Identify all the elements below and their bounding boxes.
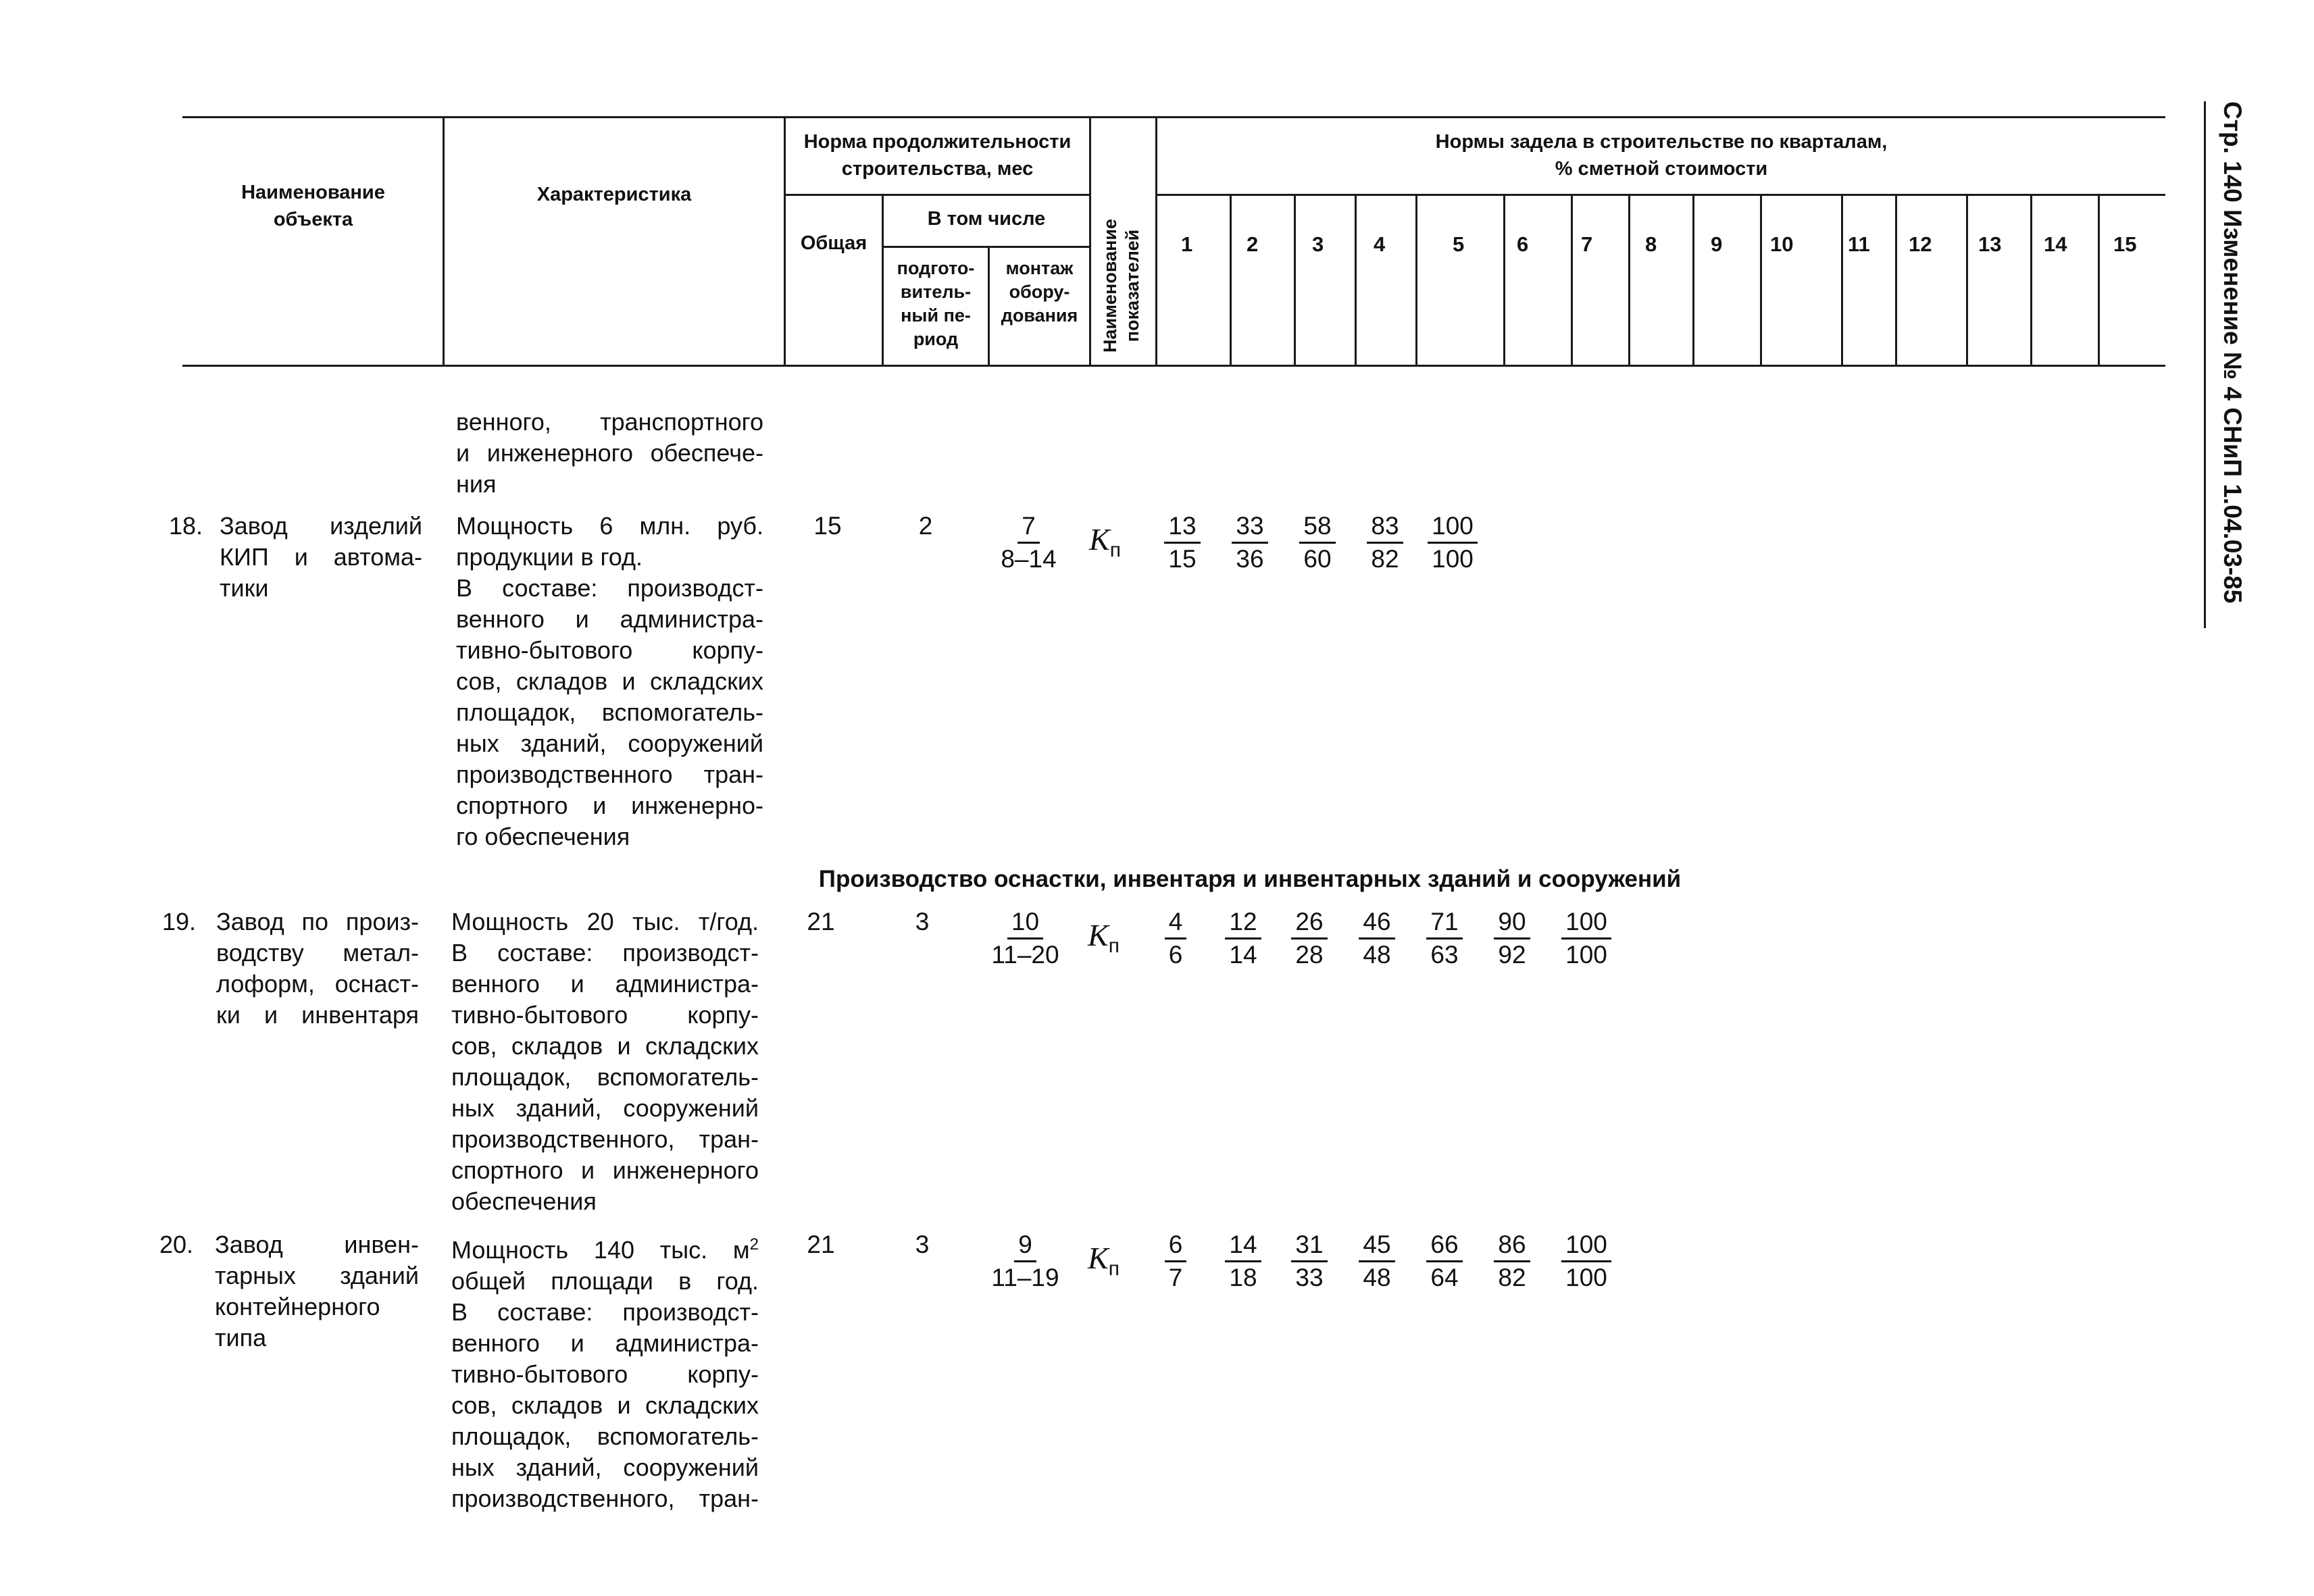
- quarter-2: 2: [1247, 232, 1259, 256]
- row-19-coefficient: $K_п$: [1088, 918, 1120, 958]
- quarter-8: 8: [1645, 232, 1657, 256]
- row-18-q5: $\frac{100}{100}$: [1415, 511, 1490, 575]
- quarter-7: 7: [1581, 232, 1593, 256]
- row-19-montage: $\frac{10}{11-20}$: [991, 908, 1059, 969]
- q-rule-13: [1966, 194, 1968, 365]
- row-19-characteristic: Мощность 20 тыс. т/год. В составе: производст- венного и администра- тивно-бытового корпу- сов, складов и складских площадок, вспомогатель- ных зданий, сооружений производственного, тран- спортного и инженерного обеспечения: [451, 908, 759, 1215]
- row-18-name: Завод изделий КИП и автома- тики: [220, 512, 422, 602]
- q-rule-3: [1294, 194, 1296, 365]
- quarter-1: 1: [1181, 232, 1193, 256]
- header-equipment-montage: монтаж обору- дования: [1001, 258, 1078, 326]
- row-19-number: 19.: [162, 908, 197, 935]
- row-20-q7: $\frac{100}{100}$: [1549, 1229, 1624, 1293]
- row-18-q1: $\frac{13}{15}$: [1152, 511, 1213, 575]
- header-total: Общая: [800, 232, 867, 254]
- quarter-12: 12: [1909, 232, 1932, 256]
- quarter-4: 4: [1374, 232, 1386, 256]
- row-18-prep: 2: [918, 512, 933, 540]
- row-20-name: Завод инвен- тарных зданий контейнерного типа: [215, 1231, 419, 1352]
- q-rule-2: [1230, 194, 1232, 365]
- row-19-q4: $\frac{46}{48}$: [1347, 906, 1407, 971]
- q-rule-9: [1692, 194, 1694, 365]
- q-rule-10: [1760, 194, 1762, 365]
- row-18-coefficient: $K_п$: [1089, 522, 1121, 562]
- row-20-characteristic: Мощность 140 тыс. $м^2$ общей площади в год. В составе: производст- венного и администра- тивно-бытового корпу- сов, складов и складских площадок, вспомогатель- ных зданий, сооружений производственного, тран-: [451, 1235, 759, 1512]
- col-rule-1: [443, 116, 445, 365]
- header-including: В том числе: [927, 208, 1046, 230]
- row-20-prep: 3: [915, 1231, 930, 1258]
- row-18-montage: $\frac{7}{8-14}$: [1001, 512, 1057, 573]
- row-19-q6: $\frac{90}{92}$: [1482, 906, 1542, 971]
- quarter-10: 10: [1770, 232, 1794, 256]
- row-19-total: 21: [807, 908, 835, 935]
- q-rule-5: [1415, 194, 1417, 365]
- q-rule-14: [2030, 194, 2032, 365]
- header-indicators: Наименование показателей: [1100, 218, 1142, 353]
- header-norm-duration: Норма продолжительности строительства, мес: [803, 131, 1072, 180]
- q-rule-11: [1841, 194, 1843, 365]
- header-backlog-norms: Нормы задела в строительстве по кварталам, % сметной стоимости: [1435, 131, 1888, 180]
- row-19-q3: $\frac{26}{28}$: [1279, 906, 1340, 971]
- header-prep-period: подгото- витель- ный пе- риод: [897, 258, 975, 349]
- q-rule-12: [1895, 194, 1897, 365]
- row-20-q6: $\frac{86}{82}$: [1482, 1229, 1542, 1293]
- q-rule-4: [1355, 194, 1357, 365]
- row-20-coefficient: $K_п$: [1088, 1241, 1120, 1281]
- quarter-5: 5: [1453, 232, 1465, 256]
- row-19-q7: $\frac{100}{100}$: [1549, 906, 1624, 971]
- header-rule-backlog: [1155, 194, 2165, 196]
- row-18-q3: $\frac{58}{60}$: [1287, 511, 1348, 575]
- row-20-q4: $\frac{45}{48}$: [1347, 1229, 1407, 1293]
- header-characteristic: Характеристика: [536, 184, 692, 205]
- row-19-prep: 3: [915, 908, 930, 935]
- row-18-total: 15: [813, 512, 842, 540]
- header-top-rule: [182, 116, 2165, 118]
- header-object-name: Наименование объекта: [241, 182, 385, 230]
- q-rule-6: [1503, 194, 1505, 365]
- row-19-q5: $\frac{71}{63}$: [1414, 906, 1475, 971]
- row-20-q3: $\frac{31}{33}$: [1279, 1229, 1340, 1293]
- section-title: Производство оснастки, инвентаря и инвентарных зданий и сооружений: [818, 866, 1682, 892]
- quarter-11: 11: [1848, 232, 1870, 256]
- row-18-q4: $\frac{83}{82}$: [1355, 511, 1415, 575]
- row-19-q2: $\frac{12}{14}$: [1213, 906, 1274, 971]
- header-rule-norm: [784, 194, 1089, 196]
- row-19-q1: $\frac{4}{6}$: [1149, 906, 1203, 971]
- row-18-characteristic: Мощность 6 млн. руб. продукции в год. В составе: производст- венного и администра- тивно-бытового корпу- сов, складов и складских площадок, вспомогатель- ных зданий, сооружений производственного тран- спортного и инженерно- го обеспечения: [456, 512, 763, 850]
- continuation-text: венного, транспортного и инженерного обеспече- ния: [456, 408, 763, 498]
- row-20-q2: $\frac{14}{18}$: [1213, 1229, 1274, 1293]
- quarter-3: 3: [1312, 232, 1324, 256]
- side-running-header: Стр. 140 Изменение № 4 СНиП 1.04.03-85: [2219, 101, 2246, 604]
- row-20-montage: $\frac{9}{11-19}$: [991, 1231, 1059, 1291]
- row-19-name: Завод по произ- водству метал- лоформ, оснаст- ки и инвентаря: [216, 908, 419, 1029]
- header-rule-including: [882, 246, 1089, 248]
- row-20-q1: $\frac{6}{7}$: [1149, 1229, 1203, 1293]
- q-rule-7: [1571, 194, 1573, 365]
- q-rule-15: [2098, 194, 2100, 365]
- row-18-q2: $\frac{33}{36}$: [1219, 511, 1280, 575]
- side-header-rule: [2204, 101, 2206, 628]
- quarter-14: 14: [2044, 232, 2067, 256]
- quarter-13: 13: [1978, 232, 2002, 256]
- quarter-15: 15: [2113, 232, 2137, 256]
- quarter-6: 6: [1517, 232, 1529, 256]
- row-20-number: 20.: [159, 1231, 194, 1258]
- row-20-q5: $\frac{66}{64}$: [1414, 1229, 1475, 1293]
- header-bottom-rule: [182, 365, 2165, 367]
- row-18-number: 18.: [169, 512, 203, 540]
- col-rule-5: [1089, 116, 1091, 365]
- row-20-total: 21: [807, 1231, 835, 1258]
- q-rule-8: [1628, 194, 1630, 365]
- quarter-9: 9: [1711, 232, 1723, 256]
